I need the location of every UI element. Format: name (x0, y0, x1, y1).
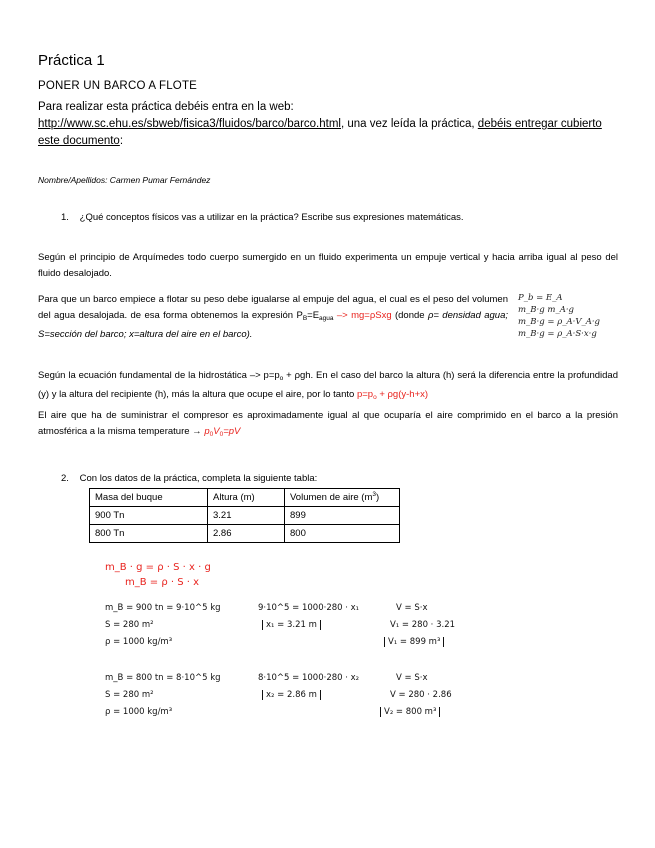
equation-line: P_b = E_A (518, 293, 563, 303)
boxed-result: x₁ = 3.21 m (262, 620, 321, 630)
practice-link[interactable]: http://www.sc.ehu.es/sbweb/fisica3/fluidos/barco/barco.html (38, 118, 341, 130)
intro-mid: , una vez leída la práctica, (340, 118, 478, 130)
subscript: agua (319, 315, 334, 322)
equation-line: m_B·g m_A·g (518, 305, 574, 315)
student-name: Nombre/Apellidos: Carmen Pumar Fernández (38, 175, 211, 185)
handwritten-line: ρ = 1000 kg/m³ (105, 707, 173, 717)
practice-subtitle: PONER UN BARCO A FLOTE (38, 80, 198, 92)
superscript: 3 (372, 491, 376, 499)
archimedes-paragraph: Según el principio de Arquímedes todo cuerpo sumergido en un fluido experimenta un empuje vertical y hacia arriba igual al peso del fluido desalojado. (38, 252, 618, 279)
handwritten-line: 8·10^5 = 1000·280 · x₂ (258, 673, 360, 683)
intro-line: Para realizar esta práctica debéis entra en la web: (38, 101, 294, 113)
handwritten-line: 9·10^5 = 1000·280 · x₁ (258, 603, 360, 613)
highlighted-formula: p=p (356, 389, 374, 400)
handwritten-line: m_B = 800 tn = 8·10^5 kg (105, 673, 221, 683)
handwritten-line: S = 280 m² (105, 620, 154, 630)
table-cell: 800 (285, 525, 400, 543)
compressor-paragraph (38, 408, 618, 443)
table-row (90, 507, 400, 525)
header-text: ) (376, 492, 380, 504)
question-number: 1. (61, 212, 69, 223)
text: =E (307, 310, 320, 321)
intro-paragraph (38, 99, 613, 150)
results-table (89, 488, 400, 543)
boxed-result: V₂ = 800 m³ (380, 707, 440, 717)
text: + ρgh. En el caso del barco la altura (h) será la diferencia entre la profundidad (y) y la altura del recipiente (h), más la altura que ocupe el aire, por lo tanto (38, 370, 618, 400)
text: Según la ecuación fundamental de la hidrostática –> p=p (38, 370, 280, 381)
table-cell: 3.21 (208, 507, 285, 525)
question-text: Con los datos de la práctica, completa la siguiente tabla: (79, 473, 318, 484)
handwritten-result (380, 707, 440, 717)
highlighted-formula: =pV (223, 426, 241, 437)
equation-line: m_B·g = ρ_A·S·x·g (518, 329, 597, 339)
deliver-instruction: debéis entregar cubierto este documento (38, 118, 602, 147)
table-cell: 2.86 (208, 525, 285, 543)
text: Para que un barco empiece a flotar su peso debe igualarse al empuje del agua, el cual es el peso del volumen del agua desalojada. de esa forma obtenemos la expresión P (38, 294, 508, 321)
highlighted-formula: –> mg=ρSxg (333, 310, 392, 321)
equation-line: m_B·g = ρ_A·V_A·g (518, 317, 600, 327)
handwritten-formula: m_B = ρ · S · x (125, 577, 200, 588)
highlighted-formula: p (204, 426, 210, 437)
handwritten-result (384, 637, 444, 647)
page-title: Práctica 1 (38, 52, 105, 69)
handwritten-result (262, 620, 321, 630)
handwritten-result (262, 690, 321, 700)
subscript: 0 (209, 431, 214, 438)
handwritten-line: ρ = 1000 kg/m³ (105, 637, 173, 647)
table-row (90, 525, 400, 543)
highlighted-formula: + ρg(y-h+x) (376, 389, 429, 400)
handwritten-line: V = S·x (396, 673, 428, 683)
question-1 (61, 212, 464, 223)
question-number: 2. (61, 473, 69, 484)
subscript: 0 (219, 431, 224, 438)
subscript: o (373, 394, 377, 401)
header-cell (285, 489, 400, 507)
table-header-row (90, 489, 400, 507)
subscript: o (279, 375, 284, 382)
handwritten-line: V = 280 · 2.86 (390, 690, 452, 700)
header-cell: Masa del buque (90, 489, 208, 507)
boxed-result: V₁ = 899 m³ (384, 637, 444, 647)
handwritten-line: V = S·x (396, 603, 428, 613)
intro-end: : (119, 135, 124, 147)
floating-paragraph (38, 292, 508, 343)
text: (donde (391, 310, 428, 321)
header-text: Volumen de aire (m (290, 492, 373, 504)
table-cell: 899 (285, 507, 400, 525)
hydrostatics-paragraph (38, 368, 618, 406)
question-2 (61, 473, 317, 484)
header-cell: Altura (m) (208, 489, 285, 507)
table-cell: 900 Tn (90, 507, 208, 525)
handwritten-formula: m_B · g = ρ · S · x · g (105, 562, 211, 573)
highlighted-formula: V (213, 426, 220, 437)
table-cell: 800 Tn (90, 525, 208, 543)
handwritten-line: m_B = 900 tn = 9·10^5 kg (105, 603, 221, 613)
question-text: ¿Qué conceptos físicos vas a utilizar en la práctica? Escribe sus expresiones matemáticas. (79, 212, 464, 223)
boxed-result: x₂ = 2.86 m (262, 690, 321, 700)
equation-image (518, 292, 628, 340)
text: El aire que ha de suministrar el compresor es aproximadamente igual al que ocuparía el aire comprimido en el barco a la presión atmosférica a la misma temperature → (38, 410, 618, 437)
variable-definitions: ρ= densidad agua; S=sección del barco; x=altura del aire en el barco). (38, 310, 508, 340)
handwritten-line: S = 280 m² (105, 690, 154, 700)
handwritten-line: V₁ = 280 · 3.21 (390, 620, 456, 630)
subscript: B (302, 315, 308, 322)
